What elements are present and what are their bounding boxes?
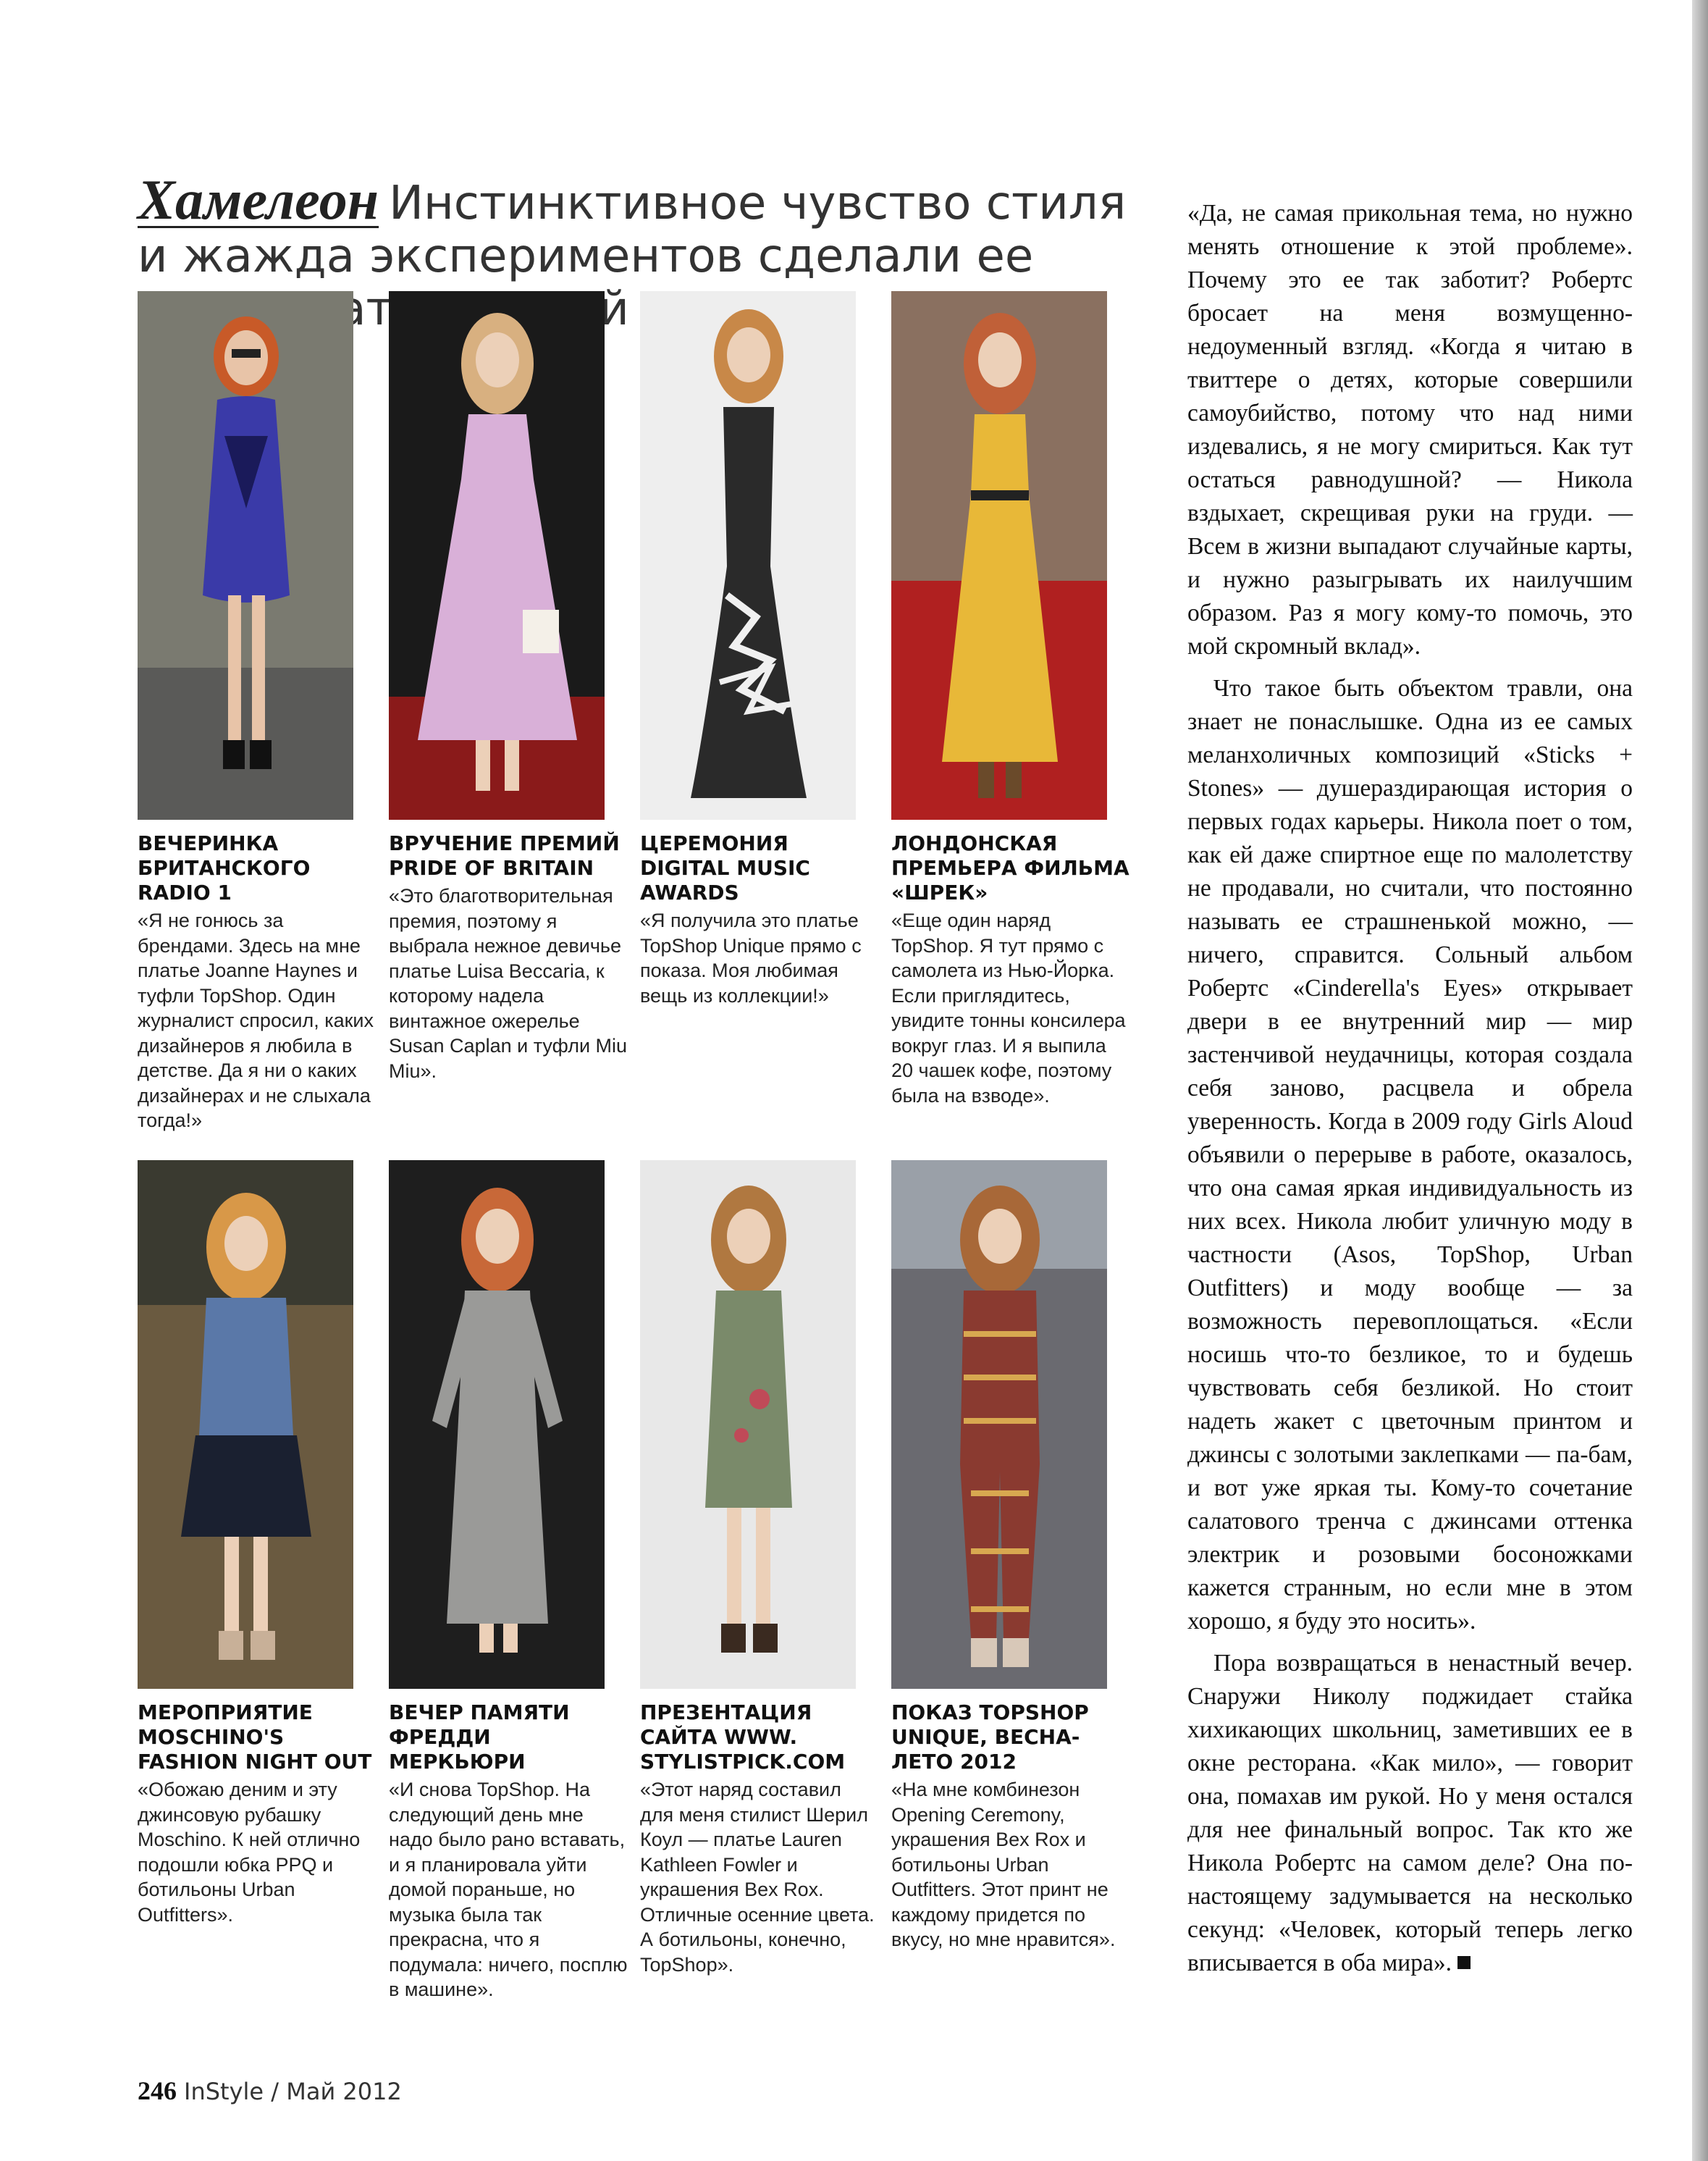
look-photo-6 [389, 1160, 605, 1689]
look-photo-3 [640, 291, 856, 820]
look-title: ВЕЧЕР ПАМЯТИ ФРЕДДИ МЕРКЬЮРИ [389, 1700, 570, 1774]
look-title: ВЕЧЕРИНКА БРИТАНСКОГО RADIO 1 [138, 831, 311, 905]
look-1-illustration [138, 291, 353, 820]
look-text: «Я получила это платье TopShop Unique прямо с показа. Моя любимая вещь из коллекции!» [640, 910, 862, 1007]
article-paragraph-2: Что такое быть объектом травли, она знает не понаслышке. Одна из ее самых меланхоличных композиций «Sticks + Stones» — душераздирающая история о первых годах карьеры. Никола поет о том, как ей даже спиртное еще по малолетству не продавали, но считали, что постоянно называть ее страшненькой можно, — ничего, справится. Сольный альбом Робертс «Cinderella's Eyes» открывает двери в ее внутренний мир — мир застенчивой неудачницы, которая создала себя заново, расцвела и обрела уверенность. Когда в 2009 году Girls Aloud объявили о перерыве в работе, оказалось, что она самая яркая индивидуальность из них всех. Никола любит уличную моду в частности (Asos, TopShop, Urban Outfitters) и моду вообще — за возможность перевоплощаться. «Если носишь что-то безликое, то и будешь чувствовать себя безликой. Но стоит надеть жакет с цветочным принтом и джинсы с золотыми заклепками — па-бам, и вот уже яркая ты. Кому-то сочетание салатового тренча с джинсами оттенка электрик и розовыми босоножками кажется странным, но если мне в этом хорошо, я буду это носить». [1187, 675, 1633, 1635]
look-title: ЛОНДОНСКАЯ ПРЕМЬЕРА ФИЛЬМА «ШРЕК» [891, 831, 1129, 905]
look-caption-6 [389, 1700, 628, 2002]
look-photo-1 [138, 291, 353, 820]
look-title: ПОКАЗ TOPSHOP UNIQUE, ВЕСНА-ЛЕТО 2012 [891, 1700, 1089, 1774]
look-caption-4 [891, 831, 1130, 1108]
look-text: «Обожаю деним и эту джинсовую рубашку Moschino. К ней отлично подошли юбка PPQ и ботильоны Urban Outfitters». [138, 1779, 361, 1926]
article-paragraph-3 [1187, 1647, 1633, 1980]
look-title: ВРУЧЕНИЕ ПРЕМИЙ PRIDE OF BRITAIN [389, 831, 620, 880]
end-mark-icon [1457, 1956, 1471, 1969]
look-text: «На мне комбинезон Opening Ceremony, украшения Bex Rox и ботильоны Urban Outfitters. Этот принт не каждому придется по вкусу, но мне нравится». [891, 1779, 1116, 1950]
page-folio [138, 2076, 402, 2106]
look-4-illustration [891, 291, 1107, 820]
look-3-illustration [640, 291, 856, 820]
article-column [1187, 197, 1633, 1980]
look-photo-8 [891, 1160, 1107, 1689]
look-caption-8 [891, 1700, 1130, 1952]
look-title: ПРЕЗЕНТАЦИЯ САЙТА WWW. STYLISTPICK.COM [640, 1700, 846, 1774]
article-paragraph-1: «Да, не самая прикольная тема, но нужно менять отношение к этой проблеме». Почему это ее так заботит? Робертс бросает на меня возмущенно-недоуменный взгляд. «Когда я читаю в твиттере о детях, которые совершили самоубийство, потому что над ними издевались, я не могу смириться. Как тут остаться равнодушной? — Никола вздыхает, скрещивая руки на груди. — Всем в жизни выпадают случайные карты, и нужно разыгрывать их наилучшим образом. Раз я могу кому-то помочь, это мой скромный вклад». [1187, 200, 1633, 660]
look-text: «Еще один наряд TopShop. Я тут прямо с самолета из Нью-Йорка. Если приглядитесь, увидите тонны консилера вокруг глаз. И я выпила 20 чашек кофе, поэтому была на взводе». [891, 910, 1126, 1107]
look-8-illustration [891, 1160, 1107, 1689]
look-title: ЦЕРЕМОНИЯ DIGITAL MUSIC AWARDS [640, 831, 810, 905]
look-text: «И снова TopShop. На следующий день мне надо было рано вставать, и я планировала уйти домой пораньше, но музыка была так прекрасна, что я подумала: ничего, посплю в машине». [389, 1779, 628, 2000]
look-7-illustration [640, 1160, 856, 1689]
look-caption-3 [640, 831, 879, 1008]
look-caption-1 [138, 831, 376, 1133]
look-caption-7 [640, 1700, 879, 1977]
look-photo-2 [389, 291, 605, 820]
look-text: «Этот наряд составил для меня стилист Шерил Коул — платье Lauren Kathleen Fowler и украшения Bex Rox. Отличные осенние цвета. А ботильоны, конечно, TopShop». [640, 1779, 875, 1976]
look-text: «Я не гонюсь за брендами. Здесь на мне платье Joanne Haynes и туфли TopShop. Один журналист спросил, каких дизайнеров я любила в детстве. Да я ни о каких дизайнерах и не слыхала тогда!» [138, 910, 374, 1131]
headline-text: Инстинктивное чувство стиля и жажда экспериментов сделали ее законодательницей [138, 177, 1127, 336]
headline-word: Хамелеон [138, 168, 379, 231]
look-photo-4 [891, 291, 1107, 820]
page-edge [1692, 0, 1708, 2161]
look-5-illustration [138, 1160, 353, 1689]
look-photo-5 [138, 1160, 353, 1689]
look-2-illustration [389, 291, 605, 820]
look-text: «Это благотворительная премия, поэтому я выбрала нежное девичье платье Luisa Beccaria, к которому надела винтажное ожерелье Susan Caplan и туфли Miu Miu». [389, 885, 628, 1082]
look-caption-2 [389, 831, 628, 1083]
page-number: 246 [138, 2076, 177, 2105]
look-title: МЕРОПРИЯТИЕ MOSCHINO'S FASHION NIGHT OUT [138, 1700, 372, 1774]
look-photo-7 [640, 1160, 856, 1689]
article-paragraph-3-text: Пора возвращаться в ненастный вечер. Снаружи Николу поджидает стайка хихикающих школьниц, заметивших ее в окне ресторана. «Как мило», — говорит она, помахав им рукой. Но у меня остался для нее финальный вопрос. Так кто же Никола Робертс на самом деле? Она по-настоящему задумывается на несколько секунд: «Человек, который теперь легко вписывается в оба мира». [1187, 1650, 1633, 1976]
look-6-illustration [389, 1160, 605, 1689]
look-caption-5 [138, 1700, 376, 1927]
issue-label: InStyle / Май 2012 [184, 2078, 402, 2105]
